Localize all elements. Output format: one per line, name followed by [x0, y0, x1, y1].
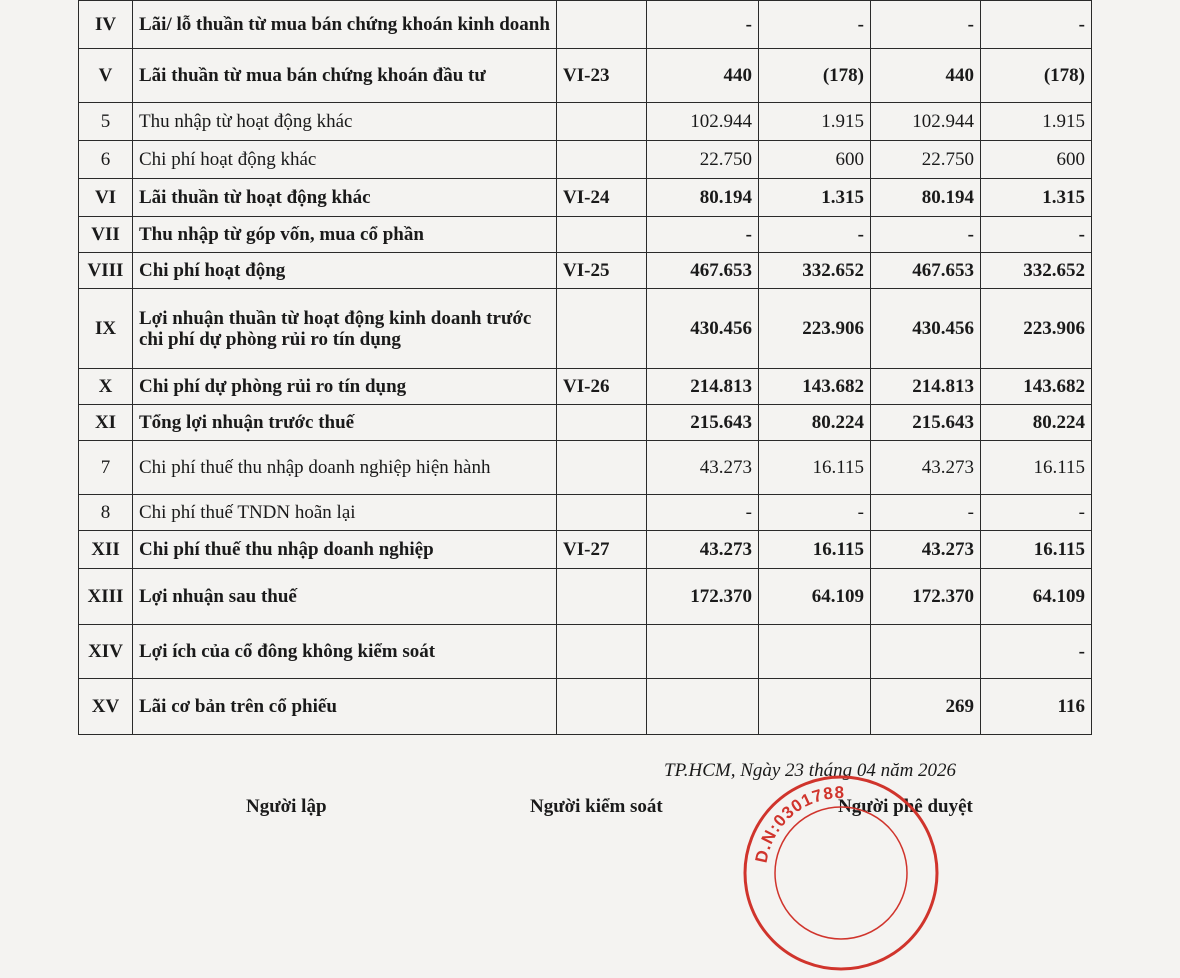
row-label: Lợi nhuận sau thuế: [133, 569, 557, 625]
value-ytd-prior: 80.224: [981, 405, 1092, 441]
table-row: [79, 103, 1092, 141]
row-number: XIV: [79, 625, 133, 679]
row-label: Chi phí hoạt động: [133, 253, 557, 289]
document-date: TP.HCM, Ngày 23 tháng 04 năm 2026: [664, 760, 957, 781]
row-label: Lợi ích của cổ đông không kiểm soát: [133, 625, 557, 679]
row-number: VII: [79, 217, 133, 253]
table-row: [79, 289, 1092, 369]
table-row: [79, 679, 1092, 735]
value-ytd-prior: 16.115: [981, 531, 1092, 569]
table-row: [79, 217, 1092, 253]
controlled-by-label: Người kiểm soát: [530, 796, 663, 817]
value-prior-period: 143.682: [759, 369, 871, 405]
row-label: Chi phí dự phòng rủi ro tín dụng: [133, 369, 557, 405]
value-ytd-prior: (178): [981, 49, 1092, 103]
value-ytd-current: 467.653: [871, 253, 981, 289]
income-statement-table: [78, 0, 1092, 735]
value-current-period: -: [647, 217, 759, 253]
row-number: XV: [79, 679, 133, 735]
value-prior-period: 1.915: [759, 103, 871, 141]
value-prior-period: -: [759, 217, 871, 253]
table-row: [79, 531, 1092, 569]
prepared-by-label: Người lập: [246, 796, 327, 817]
table-row: [79, 569, 1092, 625]
value-ytd-prior: 223.906: [981, 289, 1092, 369]
report-sheet: [78, 0, 1092, 735]
value-ytd-prior: 64.109: [981, 569, 1092, 625]
value-ytd-current: 430.456: [871, 289, 981, 369]
value-current-period: 102.944: [647, 103, 759, 141]
row-number: 6: [79, 141, 133, 179]
value-ytd-prior: 16.115: [981, 441, 1092, 495]
table-body: [79, 1, 1092, 735]
value-current-period: 43.273: [647, 531, 759, 569]
value-ytd-current: 43.273: [871, 531, 981, 569]
value-ytd-current: -: [871, 217, 981, 253]
table-row: [79, 405, 1092, 441]
value-ytd-current: 43.273: [871, 441, 981, 495]
value-prior-period: 223.906: [759, 289, 871, 369]
approved-by-label: Người phê duyệt: [838, 796, 973, 817]
value-prior-period: 600: [759, 141, 871, 179]
value-current-period: [647, 679, 759, 735]
value-current-period: 22.750: [647, 141, 759, 179]
row-number: 8: [79, 495, 133, 531]
row-label: Thu nhập từ hoạt động khác: [133, 103, 557, 141]
value-ytd-prior: -: [981, 495, 1092, 531]
value-ytd-prior: 116: [981, 679, 1092, 735]
value-prior-period: 64.109: [759, 569, 871, 625]
row-number: 7: [79, 441, 133, 495]
table-row: [79, 495, 1092, 531]
value-ytd-current: 214.813: [871, 369, 981, 405]
value-current-period: 467.653: [647, 253, 759, 289]
row-note-ref: VI-27: [557, 531, 647, 569]
row-number: X: [79, 369, 133, 405]
value-prior-period: [759, 625, 871, 679]
row-label: Lãi thuần từ mua bán chứng khoán đầu tư: [133, 49, 557, 103]
value-current-period: 430.456: [647, 289, 759, 369]
row-label: Chi phí thuế thu nhập doanh nghiệp: [133, 531, 557, 569]
stamp-text: D.N:0301788: [751, 782, 846, 865]
value-ytd-current: 269: [871, 679, 981, 735]
row-note-ref: [557, 141, 647, 179]
row-label: Chi phí hoạt động khác: [133, 141, 557, 179]
value-prior-period: -: [759, 495, 871, 531]
row-number: VI: [79, 179, 133, 217]
table-row: [79, 253, 1092, 289]
table-row: [79, 625, 1092, 679]
row-number: XII: [79, 531, 133, 569]
stamp-inner-ring: [775, 807, 907, 939]
row-label: Lợi nhuận thuần từ hoạt động kinh doanh trước chi phí dự phòng rủi ro tín dụng: [133, 289, 557, 369]
value-prior-period: 80.224: [759, 405, 871, 441]
row-note-ref: [557, 405, 647, 441]
row-note-ref: [557, 289, 647, 369]
value-ytd-current: 440: [871, 49, 981, 103]
row-note-ref: VI-26: [557, 369, 647, 405]
row-note-ref: [557, 625, 647, 679]
row-note-ref: [557, 1, 647, 49]
value-ytd-current: 215.643: [871, 405, 981, 441]
value-ytd-current: 22.750: [871, 141, 981, 179]
row-note-ref: VI-25: [557, 253, 647, 289]
row-note-ref: [557, 441, 647, 495]
value-ytd-prior: 600: [981, 141, 1092, 179]
row-note-ref: [557, 103, 647, 141]
table-row: [79, 1, 1092, 49]
value-ytd-prior: 332.652: [981, 253, 1092, 289]
value-ytd-prior: -: [981, 217, 1092, 253]
value-prior-period: 16.115: [759, 441, 871, 495]
value-ytd-current: -: [871, 1, 981, 49]
table-row: [79, 141, 1092, 179]
value-ytd-prior: 1.315: [981, 179, 1092, 217]
value-prior-period: -: [759, 1, 871, 49]
row-note-ref: [557, 217, 647, 253]
row-number: IV: [79, 1, 133, 49]
value-prior-period: 16.115: [759, 531, 871, 569]
row-label: Thu nhập từ góp vốn, mua cổ phần: [133, 217, 557, 253]
row-label: Chi phí thuế thu nhập doanh nghiệp hiện hành: [133, 441, 557, 495]
row-number: VIII: [79, 253, 133, 289]
table-row: [79, 369, 1092, 405]
row-number: IX: [79, 289, 133, 369]
value-prior-period: 332.652: [759, 253, 871, 289]
value-prior-period: (178): [759, 49, 871, 103]
value-ytd-prior: 143.682: [981, 369, 1092, 405]
value-current-period: 215.643: [647, 405, 759, 441]
row-number: V: [79, 49, 133, 103]
row-number: XI: [79, 405, 133, 441]
row-label: Lãi/ lỗ thuần từ mua bán chứng khoán kinh doanh: [133, 1, 557, 49]
value-ytd-current: 102.944: [871, 103, 981, 141]
row-note-ref: VI-24: [557, 179, 647, 217]
row-label: Lãi thuần từ hoạt động khác: [133, 179, 557, 217]
value-current-period: 172.370: [647, 569, 759, 625]
row-note-ref: [557, 495, 647, 531]
row-label: Lãi cơ bản trên cổ phiếu: [133, 679, 557, 735]
value-ytd-current: [871, 625, 981, 679]
value-current-period: -: [647, 495, 759, 531]
value-ytd-prior: 1.915: [981, 103, 1092, 141]
value-ytd-current: 80.194: [871, 179, 981, 217]
value-ytd-current: -: [871, 495, 981, 531]
value-prior-period: [759, 679, 871, 735]
table-row: [79, 49, 1092, 103]
value-current-period: 80.194: [647, 179, 759, 217]
row-number: XIII: [79, 569, 133, 625]
value-current-period: -: [647, 1, 759, 49]
row-label: Chi phí thuế TNDN hoãn lại: [133, 495, 557, 531]
value-current-period: 43.273: [647, 441, 759, 495]
row-number: 5: [79, 103, 133, 141]
value-ytd-prior: -: [981, 625, 1092, 679]
row-note-ref: [557, 679, 647, 735]
value-current-period: 214.813: [647, 369, 759, 405]
table-row: [79, 179, 1092, 217]
value-ytd-prior: -: [981, 1, 1092, 49]
row-note-ref: [557, 569, 647, 625]
value-prior-period: 1.315: [759, 179, 871, 217]
table-row: [79, 441, 1092, 495]
value-current-period: 440: [647, 49, 759, 103]
row-label: Tổng lợi nhuận trước thuế: [133, 405, 557, 441]
value-current-period: [647, 625, 759, 679]
value-ytd-current: 172.370: [871, 569, 981, 625]
row-note-ref: VI-23: [557, 49, 647, 103]
